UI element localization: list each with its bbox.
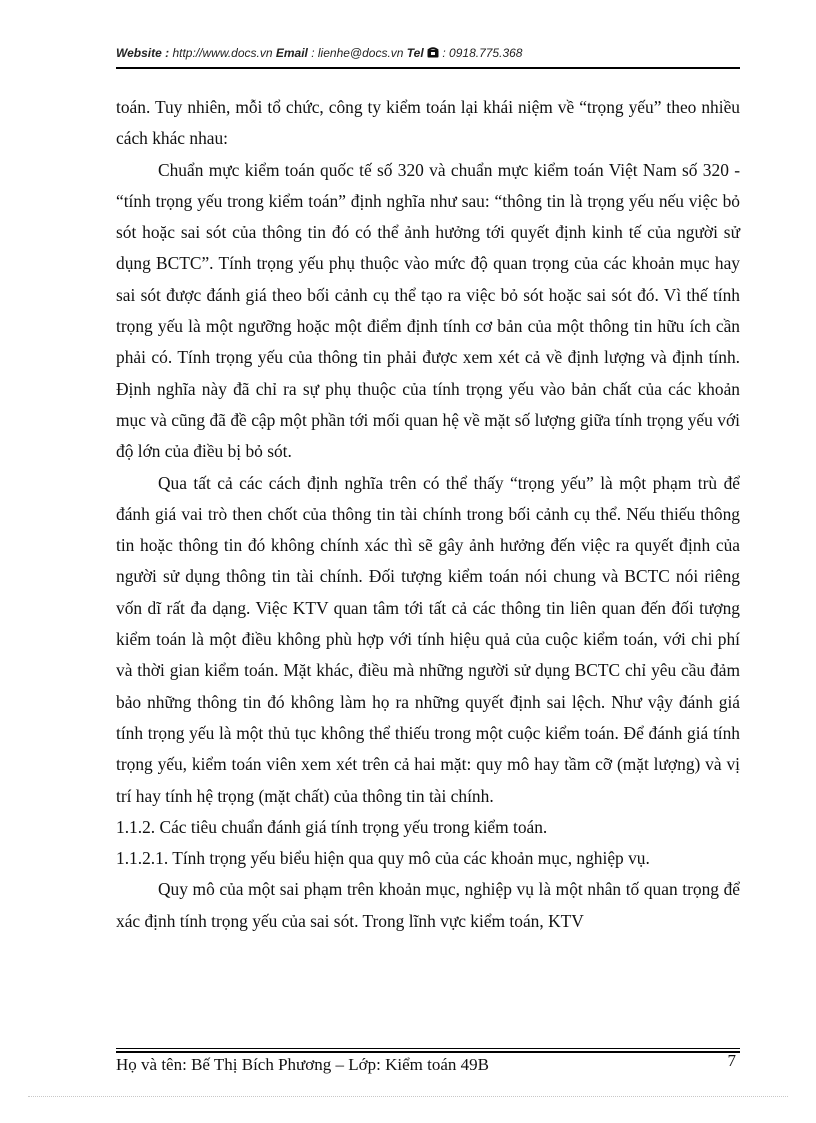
footer-rule [116,1048,740,1049]
tel-value: : 0918.775.368 [442,46,523,60]
email-value: : lienhe@docs.vn [311,46,404,60]
section-heading: 1.1.2. Các tiêu chuẩn đánh giá tính trọng yếu trong kiểm toán. [116,816,548,837]
paragraph: Qua tất cả các cách định nghĩa trên có thể thấy “trọng yếu” là một phạm trù để đánh giá vai trò then chốt của thông tin tài chính trong bối cảnh cụ thể. Nếu thiếu thông tin hoặc thông tin đó không chính xác thì sẽ gây ảnh hưởng đến việc ra quyết định của người sử dụng thông tin tài chính. Đối tượng kiểm toán nói chung và BCTC nói riêng vốn dĩ rất đa dạng. Việc KTV quan tâm tới tất cả các thông tin liên quan đến đối tượng kiểm toán là một điều không phù hợp với tính hiệu quả của cuộc kiểm toán, với chi phí và thời gian kiểm toán. Mặt khác, điều mà những người sử dụng BCTC chỉ yêu cầu đảm bảo những thông tin đó không làm họ ra những quyết định sai lệch. Như vậy đánh giá tính trọng yếu là một thủ tục không thể thiếu trong một cuộc kiểm toán. Để đánh giá tính trọng yếu, kiểm toán viên xem xét trên cả hai mặt: quy mô hay tầm cỡ (mặt lượng) và vị trí hay tính hệ trọng (mặt chất) của thông tin tài chính. [116,472,740,806]
paragraph: Chuẩn mực kiểm toán quốc tế số 320 và chuẩn mực kiểm toán Việt Nam số 320 - “tính trọng yếu trong kiểm toán” định nghĩa như sau: “thông tin là trọng yếu nếu việc bỏ sót hoặc sai sót của thông tin đó có thể ảnh hưởng tới quyết định kinh tế của người sử dụng BCTC”. Tính trọng yếu phụ thuộc vào mức độ quan trọng của các khoản mục hay sai sót được đánh giá theo bối cảnh cụ thể tạo ra việc bỏ sót hoặc sai sót đó. Vì thế tính trọng yếu là một ngưỡng hoặc một điểm định tính cơ bản của một thông tin hữu ích cần phải có. Tính trọng yếu của thông tin phải được xem xét cả về định lượng và định tính. Định nghĩa này đã chỉ ra sự phụ thuộc của tính trọng yếu vào bản chất của các khoản mục và cũng đã đề cập một phần tới mối quan hệ về mặt số lượng giữa tính trọng yếu với độ lớn của điều bị bỏ sót. [116,159,740,462]
subsection-heading: 1.1.2.1. Tính trọng yếu biểu hiện qua quy mô của các khoản mục, nghiệp vụ. [116,848,650,869]
header-rule [116,67,740,69]
website-value: http://www.docs.vn [172,46,273,60]
page-header [116,46,740,66]
website-label: Website : [116,46,170,60]
paragraph: toán. Tuy nhiên, mỗi tổ chức, công ty kiểm toán lại khái niệm về “trọng yếu” theo nhiều cách khác nhau: [116,97,740,149]
phone-icon [427,46,439,60]
tel-label: Tel [406,46,424,60]
page-number: 7 [727,1051,736,1070]
page-footer [116,1053,740,1079]
paragraph: Quy mô của một sai phạm trên khoản mục, nghiệp vụ là một nhân tố quan trọng để xác định tính trọng yếu của sai sót. Trong lĩnh vực kiểm toán, KTV [116,879,740,931]
email-label: Email [275,46,308,60]
document-body [116,92,740,937]
page-edge-divider [28,1096,788,1097]
footer-author: Họ và tên: Bế Thị Bích Phương – Lớp: Kiểm toán 49B [116,1055,489,1074]
